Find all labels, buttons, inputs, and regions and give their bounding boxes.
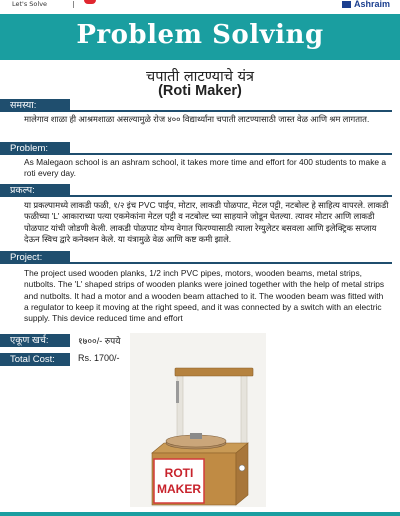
- problem-text-marathi: मालेगाव शाळा ही आश्रमशाळा असल्यामुळे रोज ४०० विद्यार्थ्यांना चपाती लाटण्यासाठी जास्त वेळ आणि श्रम लागतात.: [24, 114, 370, 124]
- cost-value-english: Rs. 1700/-: [78, 353, 120, 363]
- project-text-marathi: या प्रकल्पामध्ये लाकडी फळी, १/२ इंच PVC पाईप, मोटार, लाकडी पोळपाट, मेटल पट्टी, नटबोल्ट हे साहित्य वापरले. लाकडी फळीच्या 'L' आकाराच्या पत्या एकमेकांना मेटल पट्टी व नटबोल्ट च्या साहयाने जोडून घेतल्या. त्यावर मोटार आणि लाकडी पोळपाट यांची जोडणी केली. लाकडी पोळपाट योग्य वेगात फिरण्यासाठी त्याला रेग्युलेटर बसवला आणि इलेक्ट्रिक सप्लाय देऊन स्विच द्वारे कनेक्शन केले. या यंत्रामुळे वेळ आणि कष्ट कमी झाले.: [24, 200, 389, 244]
- brand-mark-icon: [342, 1, 351, 8]
- section-label-project-english: Project:: [0, 251, 70, 264]
- section-label-project-marathi: प्रकल्प:: [0, 184, 70, 197]
- top-strip: [0, 0, 400, 14]
- section-rule: [70, 110, 392, 112]
- project-text-english: The project used wooden planks, 1/2 inch PVC pipes, motors, wooden beams, metal strips, nutbolts. The 'L' shaped strips of wooden planks were joined together with the help of metal strips and nutbolts. It had a motor and a wooden beam attached to it. The wooden beam was fitted with a regulator to keep it moving at the right speed, and it was connected by a switch with an electric supply. This device reduced time and effort: [24, 268, 385, 324]
- roti-maker-illustration: [130, 333, 266, 507]
- brand-logo: [342, 0, 390, 9]
- section-rule: [70, 153, 392, 155]
- roti-maker-photo: [130, 333, 266, 507]
- section-label-problem-marathi: समस्या:: [0, 99, 70, 112]
- section-label-problem-english: Problem:: [0, 142, 70, 155]
- sign-text-line2: MAKER: [157, 482, 201, 496]
- page-title: Problem Solving: [76, 20, 324, 50]
- sign-text-line1: ROTI: [164, 466, 194, 480]
- problem-text-english: As Malegaon school is an ashram school, it takes more time and effort for 400 students to make a roti every day.: [24, 157, 387, 179]
- project-title-marathi: चपाती लाटण्याचे यंत्र: [145, 69, 254, 85]
- divider: [73, 1, 74, 8]
- section-rule: [70, 262, 392, 264]
- partner-logo-icon: [84, 0, 96, 4]
- brand-name: Ashraim: [353, 0, 390, 9]
- tagline: Let's Solve: [12, 0, 48, 8]
- section-label-cost-english: Total Cost:: [0, 353, 70, 366]
- project-title-english: (Roti Maker): [158, 83, 242, 99]
- section-rule: [70, 195, 392, 197]
- section-label-cost-marathi: एकूण खर्च:: [0, 334, 70, 347]
- cost-value-marathi: १७००/- रुपये: [78, 336, 121, 346]
- bottom-strip: [0, 512, 400, 516]
